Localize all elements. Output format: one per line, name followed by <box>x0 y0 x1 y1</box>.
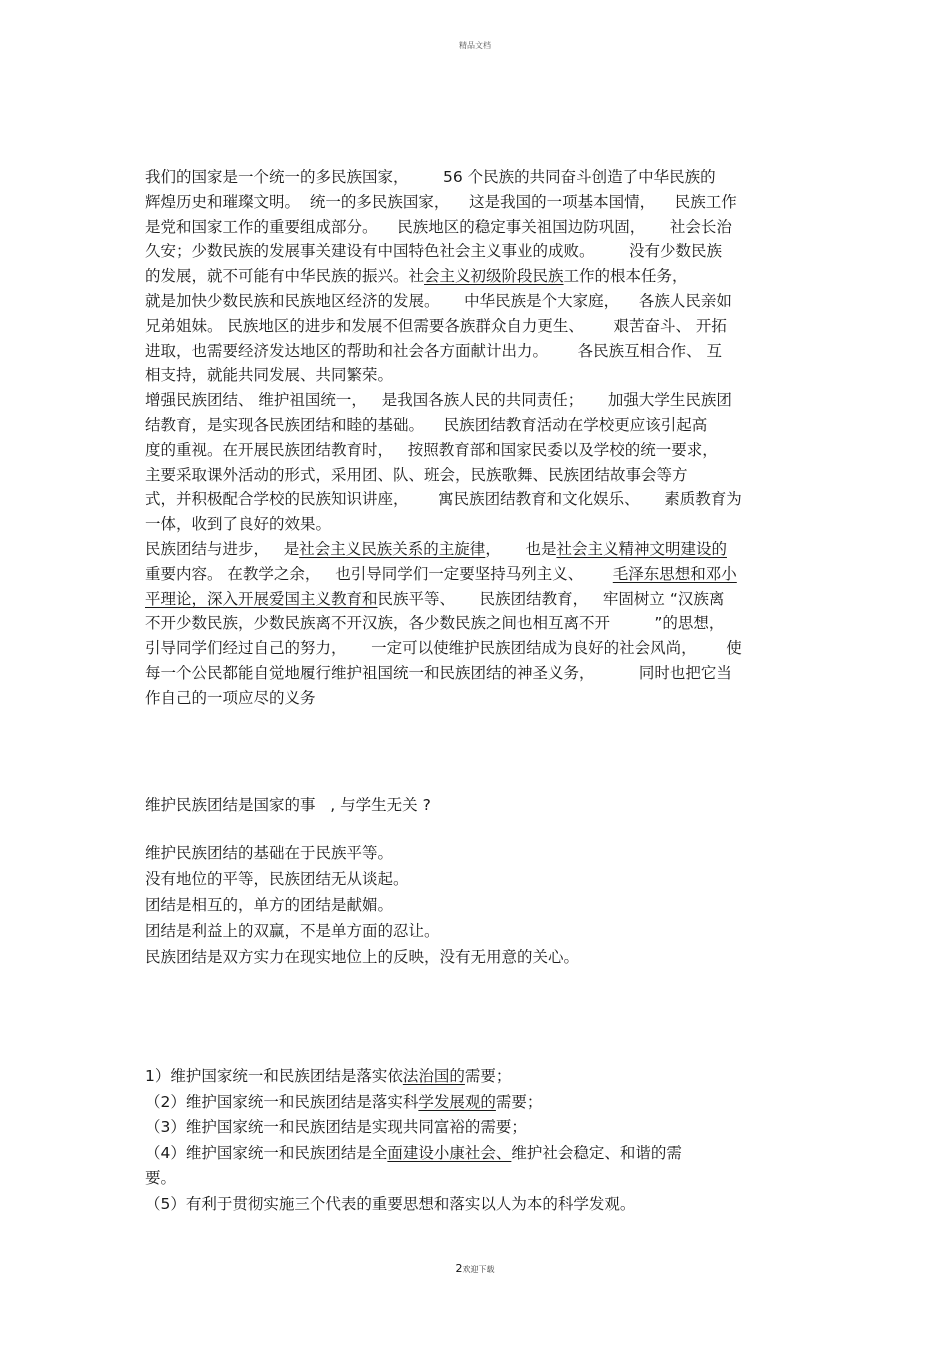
text-line <box>145 537 810 562</box>
text-segment: 的发展，就不可能有中华民族的振兴。社 <box>145 267 425 286</box>
answer-line: 民族团结是双方实力在现实地位上的反映，没有无用意的关心。 <box>145 948 580 966</box>
reason-item-4 <box>145 1141 810 1167</box>
text-line: 结教育，是实现各民族团结和睦的基础。 民族团结教育活动在学校更应该引起高 <box>145 415 708 434</box>
question-heading-block <box>145 793 810 815</box>
text-line: 久安；少数民族的发展事关建设有中国特色社会主义事业的成败。 没有少数民族 <box>145 242 722 261</box>
text-segment: ， 也是 <box>485 539 557 558</box>
reasons-list <box>145 1064 810 1217</box>
question-heading: 维护民族团结是国家的事 , 与学生无关 ? <box>145 796 431 814</box>
text-line: 作自己的一项应尽的义务 <box>145 688 316 707</box>
text-segment: （2）维护国家统一和民族团结是落实科 <box>145 1092 419 1111</box>
page-number: 2 <box>455 1262 463 1275</box>
text-segment: 需要； <box>495 1092 543 1111</box>
text-line <box>145 562 810 587</box>
text-line: 相支持，就能共同发展、共同繁荣。 <box>145 366 394 385</box>
footer-text: 欢迎下载 <box>462 1265 495 1274</box>
text-line: 式，并积极配合学校的民族知识讲座， 寓民族团结教育和文化娱乐、 素质教育为 <box>145 490 742 509</box>
underlined-text: 毛泽东思想和邓小 <box>612 564 737 583</box>
text-line: 兄弟姐妹。 民族地区的进步和发展不但需要各族群众自力更生、 艰苦奋斗、 开拓 <box>145 316 727 335</box>
reason-item-3: （3）维护国家统一和民族团结是实现共同富裕的需要； <box>145 1118 527 1136</box>
text-segment: 需要； <box>464 1067 512 1085</box>
text-line: 增强民族团结、 维护祖国统一， 是我国各族人民的共同责任； 加强大学生民族团 <box>145 391 732 410</box>
answer-line: 没有地位的平等，民族团结无从谈起。 <box>145 870 409 888</box>
answer-line: 团结是利益上的双赢，不是单方面的忍让。 <box>145 922 440 940</box>
text-segment: 维护社会稳定、和谐的需 <box>511 1143 682 1162</box>
underlined-text: 学发展观的 <box>418 1092 496 1111</box>
text-line: 引导同学们经过自己的努力， 一定可以使维护民族团结成为良好的社会风尚， 使 <box>145 639 742 658</box>
page-header: 精品文档 <box>459 41 491 50</box>
underlined-text: 面建设小康社会、 <box>387 1143 512 1162</box>
text-line: 度的重视。在开展民族团结教育时， 按照教育部和国家民委以及学校的统一要求， <box>145 440 718 459</box>
underlined-text: 社会主义精神文明建设的 <box>556 539 727 558</box>
main-paragraphs <box>145 165 810 711</box>
answer-line: 团结是相互的，单方的团结是献媚。 <box>145 896 394 914</box>
text-line: 每一个公民都能自觉地履行维护祖国统一和民族团结的神圣义务， 同时也把它当 <box>145 663 732 682</box>
underlined-text: 平理论，深入开展爱国主义教育和 <box>145 589 378 608</box>
text-segment: （4）维护国家统一和民族团结是全 <box>145 1143 388 1162</box>
text-line <box>145 264 810 289</box>
reason-item-1 <box>145 1064 810 1090</box>
underlined-text: 法治国的 <box>402 1067 465 1085</box>
text-segment: 重要内容。 在教学之余， 也引导同学们一定要坚持马列主义、 <box>145 564 613 583</box>
text-line: 就是加快少数民族和民族地区经济的发展。 中华民族是个大家庭， 各族人民亲如 <box>145 291 732 310</box>
text-line: 辉煌历史和璀璨文明。 统一的多民族国家， 这是我国的一项基本国情， 民族工作 <box>145 192 737 211</box>
reason-item-2 <box>145 1090 810 1116</box>
text-segment: 1）维护国家统一和民族团结是落实依 <box>145 1067 403 1085</box>
page-footer <box>0 1262 950 1275</box>
underlined-text: 会主义初级阶段民族 <box>424 267 564 286</box>
reason-item-5: （5）有利于贯彻实施三个代表的重要思想和落实以人为本的科学发观。 <box>145 1194 636 1213</box>
underlined-text: 社会主义民族关系的主旋律 <box>299 539 486 558</box>
text-line: 主要采取课外活动的形式，采用团、队、班会，民族歌舞、民族团结故事会等方 <box>145 465 688 484</box>
text-line: 我们的国家是一个统一的多民族国家， 56 个民族的共同奋斗创造了中华民族的 <box>145 168 716 186</box>
reason-item-4-continued: 要。 <box>145 1169 177 1187</box>
text-line: 进取，也需要经济发达地区的帮助和社会各方面献计出力。 各民族互相合作、 互 <box>145 341 722 360</box>
text-line <box>145 587 810 612</box>
text-line: 是党和国家工作的重要组成部分。 民族地区的稳定事关祖国边防巩固， 社会长治 <box>145 217 732 236</box>
text-line: 不开少数民族，少数民族离不开汉族，各少数民族之间也相互离不开 ”的思想， <box>145 614 725 633</box>
text-segment: 民族团结与进步， 是 <box>145 539 300 558</box>
answer-list <box>145 840 810 970</box>
text-segment: 民族平等、 民族团结教育， 牢固树立 “汉族离 <box>377 589 725 608</box>
text-line: 一体，收到了良好的效果。 <box>145 515 332 534</box>
answer-line: 维护民族团结的基础在于民族平等。 <box>145 844 394 862</box>
text-segment: 工作的根本任务， <box>563 267 688 286</box>
